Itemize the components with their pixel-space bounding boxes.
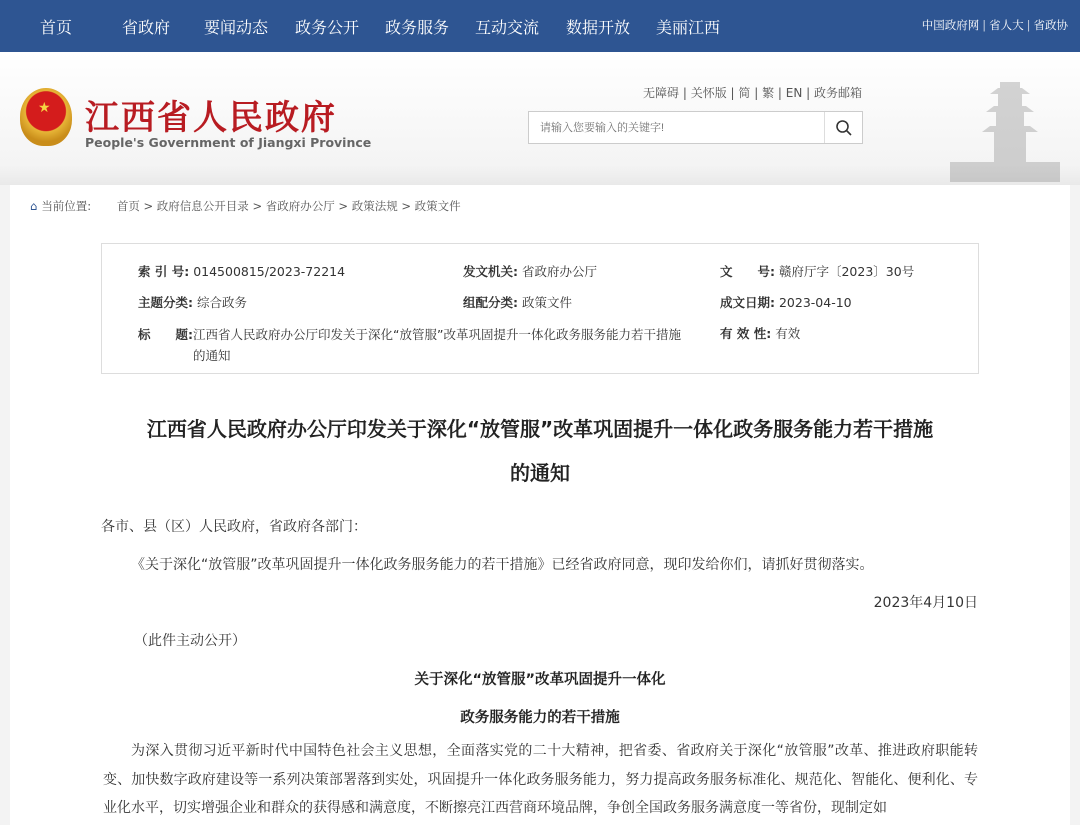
meta-category: 组配分类: 政策文件 [463, 295, 572, 310]
breadcrumb-item[interactable]: 省政府办公厅 [265, 199, 335, 213]
meta-issuer: 发文机关: 省政府办公厅 [463, 264, 597, 279]
breadcrumb-item[interactable]: 政策文件 [414, 199, 461, 213]
meta-index: 索 引 号: 014500815/2023-72214 [138, 264, 346, 279]
link-cppcc[interactable]: 省政协 [1033, 18, 1068, 32]
national-emblem-icon [20, 88, 72, 146]
meta-title: 标 题: 江西省人民政府办公厅印发关于深化“放管服”改革巩固提升一体化政务服务能力若干措施的通知 [138, 327, 681, 363]
link-english[interactable]: EN [785, 86, 803, 100]
search-icon [835, 119, 853, 137]
meta-docno: 文 号: 赣府厅字〔2023〕30号 [720, 264, 915, 279]
link-simplified[interactable]: 简 [738, 86, 751, 100]
public-note: （此件主动公开） [134, 633, 246, 649]
nav-gov-affairs-open[interactable]: 政务公开 [295, 18, 360, 37]
nav-home[interactable]: 首页 [40, 18, 73, 37]
subtitle-line-1: 关于深化“放管服”改革巩固提升一体化 [414, 672, 666, 688]
meta-topic: 主题分类: 综合政务 [138, 295, 247, 310]
link-accessibility[interactable]: 无障碍 [643, 86, 680, 100]
pavilion-illustration [950, 72, 1060, 182]
subtitle-line-2: 政务服务能力的若干措施 [460, 710, 620, 726]
nav-open-data[interactable]: 数据开放 [566, 18, 631, 37]
link-provincial-congress[interactable]: 省人大 [989, 18, 1024, 32]
meta-date: 成文日期: 2023-04-10 [720, 295, 852, 310]
nav-news[interactable]: 要闻动态 [204, 18, 269, 37]
utility-links: 无障碍 | 关怀版 | 简 | 繁 | EN | 政务邮箱 [643, 86, 862, 100]
site-logo-en: People's Government of Jiangxi Province [85, 135, 372, 150]
site-logo-cn[interactable]: 江西省人民政府 [85, 98, 337, 138]
body-paragraph: 为深入贯彻习近平新时代中国特色社会主义思想，全面落实党的二十大精神，把省委、省政府关于深化“放管服”改革、推进政府职能转变、加快数字政府建设等一系列决策部署落到实处，巩固提升一体化政务服务能力，努力提高政务服务标准化、规范化、智能化、便利化、专业化水平，切实增强企业和群众的获得感和满意度，不断擦亮江西营商环境品牌，争创全国政务服务满意度一等省份，现制定如 [103, 743, 978, 816]
issue-date: 2023年4月10日 [873, 595, 978, 611]
top-links: 中国政府网 | 省人大 | 省政协 [921, 18, 1068, 32]
nav-provincial-gov[interactable]: 省政府 [122, 18, 171, 37]
site-header [0, 52, 1080, 185]
search-box [528, 111, 863, 144]
content-area [10, 185, 1070, 825]
nav-interaction[interactable]: 互动交流 [475, 18, 540, 37]
link-central-gov[interactable]: 中国政府网 [921, 18, 980, 32]
breadcrumb-item[interactable]: 政府信息公开目录 [156, 199, 249, 213]
breadcrumb-label: 当前位置: [41, 199, 92, 213]
top-nav [0, 0, 1080, 52]
paragraph: 《关于深化“放管服”改革巩固提升一体化政务服务能力的若干措施》已经省政府同意，现印发给你们，请抓好贯彻落实。 [131, 557, 874, 573]
document-metadata [101, 243, 979, 374]
article-title: 江西省人民政府办公厅印发关于深化“放管服”改革巩固提升一体化政务服务能力若干措施 的通知 [146, 417, 934, 485]
search-input[interactable] [529, 112, 824, 143]
link-care-mode[interactable]: 关怀版 [690, 86, 727, 100]
breadcrumb: ⌂ 当前位置: 首页 > 政府信息公开目录 > 省政府办公厅 > 政策法规 > 政策文件 [30, 199, 461, 213]
link-gov-mail[interactable]: 政务邮箱 [813, 86, 862, 100]
breadcrumb-item[interactable]: 政策法规 [351, 199, 398, 213]
breadcrumb-item[interactable]: 首页 [116, 199, 140, 213]
nav-beautiful-jiangxi[interactable]: 美丽江西 [656, 18, 721, 37]
nav-gov-services[interactable]: 政务服务 [385, 18, 450, 37]
salutation: 各市、县（区）人民政府，省政府各部门： [101, 519, 367, 535]
link-traditional[interactable]: 繁 [762, 86, 775, 100]
search-button[interactable] [824, 112, 862, 143]
home-icon: ⌂ [30, 199, 38, 213]
meta-validity: 有 效 性: 有效 [720, 326, 801, 341]
